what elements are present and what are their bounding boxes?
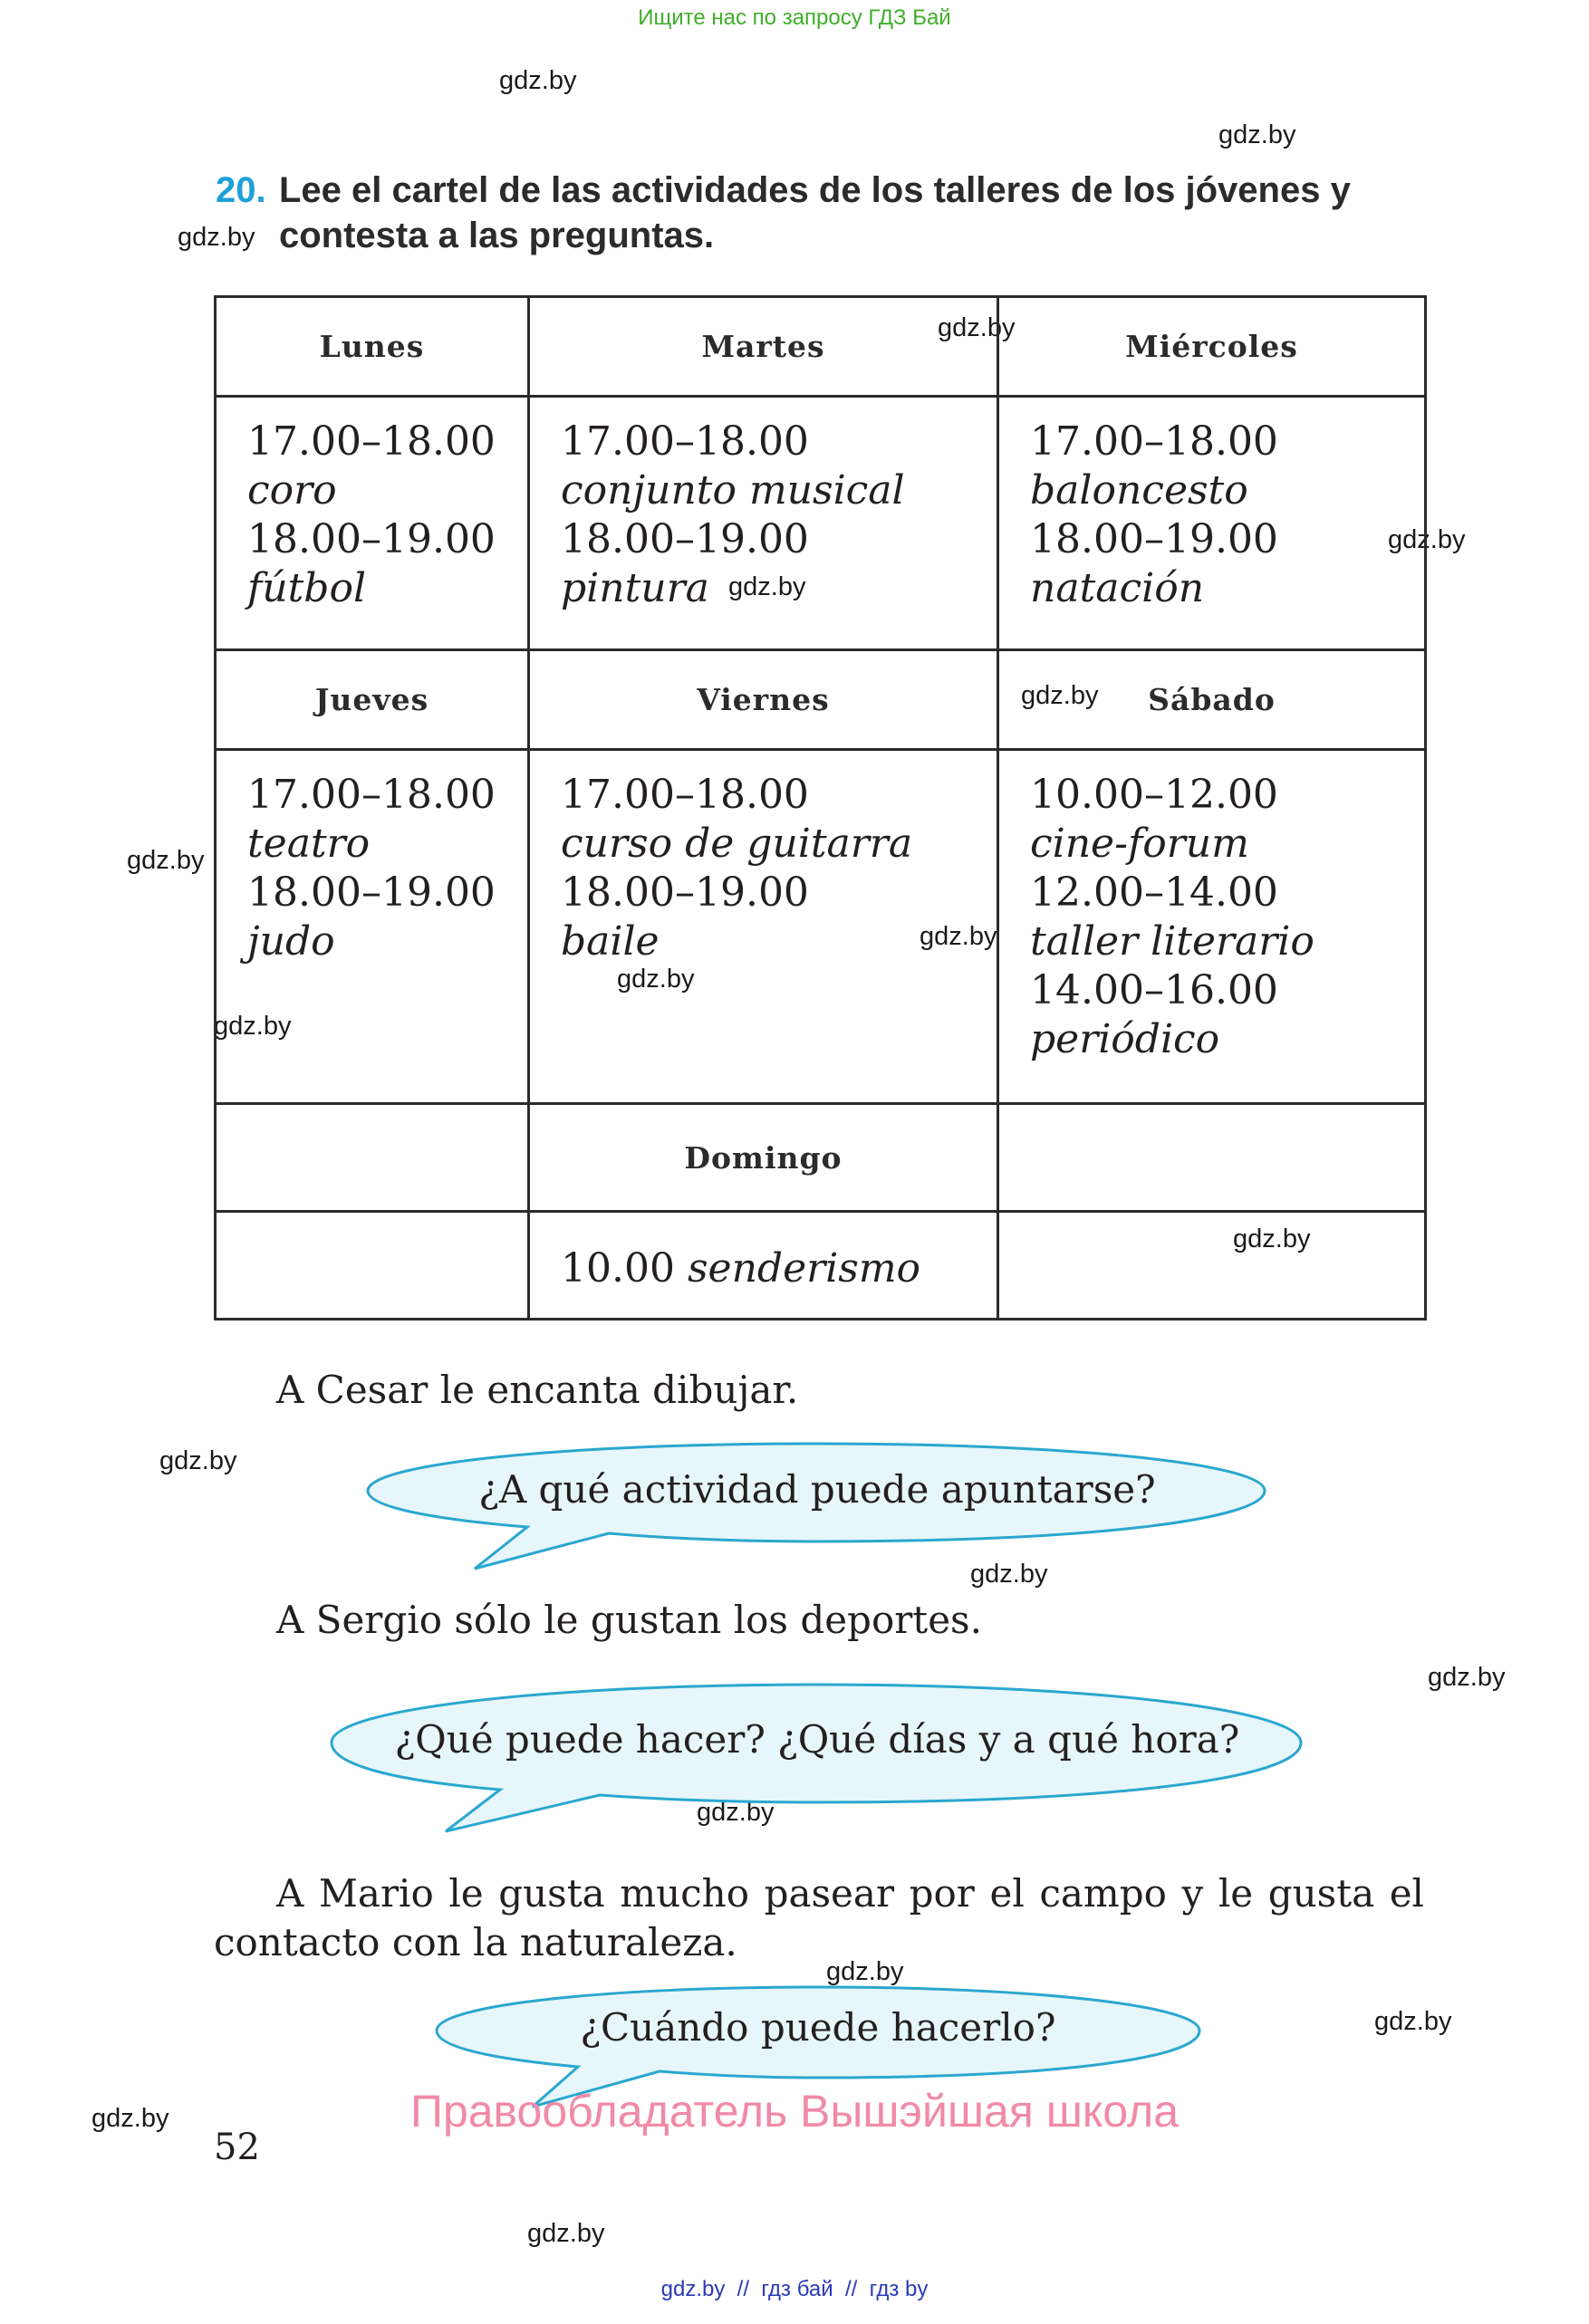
activity-name: teatro bbox=[247, 821, 371, 868]
schedule-table bbox=[214, 295, 1427, 1320]
question-text: ¿Cuándo puede hacerlo? bbox=[580, 2005, 1056, 2050]
time-slot: 10.00 bbox=[561, 1244, 675, 1292]
watermark: gdz.by bbox=[697, 1798, 775, 1827]
top-banner: Ищите нас по запросу ГДЗ Бай bbox=[638, 5, 951, 30]
empty-cell bbox=[998, 1211, 1426, 1319]
day-header-cell bbox=[216, 650, 529, 750]
day-label-martes: Martes bbox=[701, 329, 825, 365]
time-slot: 18.00–19.00 bbox=[561, 869, 809, 917]
activities-row bbox=[216, 1211, 1426, 1319]
question-bubble bbox=[364, 1440, 1270, 1572]
watermark: gdz.by bbox=[178, 223, 255, 252]
day-header-cell bbox=[998, 650, 1426, 750]
copyright-notice: Правообладатель Вышэйшая школа bbox=[410, 2086, 1179, 2137]
activity-name: pintura bbox=[561, 565, 709, 612]
time-slot: 18.00–19.00 bbox=[561, 516, 809, 563]
activity-name: coro bbox=[247, 467, 337, 514]
activity-name: periódico bbox=[1030, 1016, 1220, 1063]
activity-name: conjunto musical bbox=[561, 467, 905, 514]
footer-links: gdz.by // гдз бай // гдз by bbox=[660, 2277, 929, 2301]
day-label-sabado: Sábado bbox=[1148, 682, 1276, 718]
activities-cell bbox=[216, 750, 529, 1104]
day-label-miercoles: Miércoles bbox=[1125, 329, 1298, 365]
day-header-cell bbox=[529, 650, 998, 750]
activity-name: taller literario bbox=[1030, 918, 1315, 965]
activities-row bbox=[216, 397, 1426, 650]
empty-cell bbox=[216, 1211, 529, 1319]
day-header-cell bbox=[529, 1104, 998, 1211]
day-header-row bbox=[216, 650, 1426, 750]
time-slot: 10.00–12.00 bbox=[1030, 772, 1278, 819]
activities-cell bbox=[998, 750, 1426, 1104]
day-label-lunes: Lunes bbox=[319, 329, 425, 365]
activities-cell bbox=[998, 397, 1426, 650]
exercise-instruction: Lee el cartel de las actividades de los talleres de los jóvenes y contesta a las preguntas. bbox=[279, 170, 1351, 255]
activity-name: curso de guitarra bbox=[561, 821, 913, 868]
watermark: gdz.by bbox=[91, 2104, 169, 2133]
time-slot: 18.00–19.00 bbox=[247, 869, 496, 917]
paragraph-mario bbox=[214, 1869, 1424, 1967]
watermark: gdz.by bbox=[1021, 681, 1099, 710]
question-text: ¿A qué actividad puede apuntarse? bbox=[478, 1467, 1156, 1512]
activities-cell bbox=[529, 1211, 998, 1319]
time-slot: 18.00–19.00 bbox=[247, 516, 496, 563]
day-header-cell bbox=[529, 297, 998, 397]
exercise-number: 20. bbox=[216, 170, 266, 210]
activities-cell bbox=[529, 397, 998, 650]
activities-cell bbox=[529, 750, 998, 1104]
paragraph-sergio: A Sergio sólo le gustan los deportes. bbox=[276, 1598, 982, 1642]
time-slot: 17.00–18.00 bbox=[247, 418, 496, 466]
activity-name: judo bbox=[247, 918, 335, 965]
day-header-cell bbox=[216, 297, 529, 397]
time-slot: 14.00–16.00 bbox=[1030, 967, 1278, 1014]
watermark: gdz.by bbox=[159, 1446, 237, 1475]
time-slot: 17.00–18.00 bbox=[561, 418, 809, 466]
watermark: gdz.by bbox=[728, 572, 806, 601]
watermark: gdz.by bbox=[1374, 2007, 1452, 2036]
watermark: gdz.by bbox=[938, 313, 1016, 342]
watermark: gdz.by bbox=[970, 1560, 1048, 1589]
activities-row bbox=[216, 750, 1426, 1104]
question-bubble bbox=[328, 1681, 1306, 1835]
watermark: gdz.by bbox=[617, 965, 695, 994]
watermark: gdz.by bbox=[1388, 525, 1466, 554]
watermark: gdz.by bbox=[499, 66, 577, 95]
day-header-row bbox=[216, 297, 1426, 397]
time-slot: 17.00–18.00 bbox=[561, 772, 809, 819]
paragraph-line: A Mario le gusta mucho pasear por el campo y le gusta el bbox=[276, 1871, 1424, 1916]
time-slot: 18.00–19.00 bbox=[1030, 516, 1278, 563]
watermark: gdz.by bbox=[1428, 1663, 1506, 1692]
day-label-domingo: Domingo bbox=[684, 1139, 843, 1176]
day-header-row bbox=[216, 1104, 1426, 1211]
activity-name: baloncesto bbox=[1030, 467, 1248, 514]
watermark: gdz.by bbox=[527, 2219, 605, 2248]
watermark: gdz.by bbox=[1218, 120, 1296, 149]
paragraph-cesar: A Cesar le encanta dibujar. bbox=[276, 1368, 799, 1412]
empty-cell bbox=[998, 1104, 1426, 1211]
watermark: gdz.by bbox=[920, 922, 997, 951]
time-slot: 17.00–18.00 bbox=[1030, 418, 1278, 466]
activity-name: cine-forum bbox=[1030, 821, 1249, 868]
activity-name: baile bbox=[561, 918, 660, 965]
activity-name: senderismo bbox=[687, 1244, 921, 1292]
watermark: gdz.by bbox=[1233, 1224, 1311, 1253]
watermark: gdz.by bbox=[214, 1012, 292, 1041]
day-header-cell bbox=[998, 297, 1426, 397]
day-label-viernes: Viernes bbox=[697, 682, 830, 718]
page-number: 52 bbox=[214, 2127, 260, 2168]
day-label-jueves: Jueves bbox=[314, 682, 429, 718]
watermark: gdz.by bbox=[826, 1957, 904, 1986]
time-slot: 17.00–18.00 bbox=[247, 772, 496, 819]
paragraph-line: contacto con la naturaleza. bbox=[214, 1920, 737, 1964]
activity-name: natación bbox=[1030, 565, 1205, 612]
time-slot: 12.00–14.00 bbox=[1030, 869, 1278, 917]
activities-cell bbox=[216, 397, 529, 650]
question-text: ¿Qué puede hacer? ¿Qué días y a qué hora? bbox=[394, 1717, 1240, 1762]
watermark: gdz.by bbox=[127, 846, 205, 875]
empty-cell bbox=[216, 1104, 529, 1211]
activity-name: fútbol bbox=[247, 565, 367, 612]
